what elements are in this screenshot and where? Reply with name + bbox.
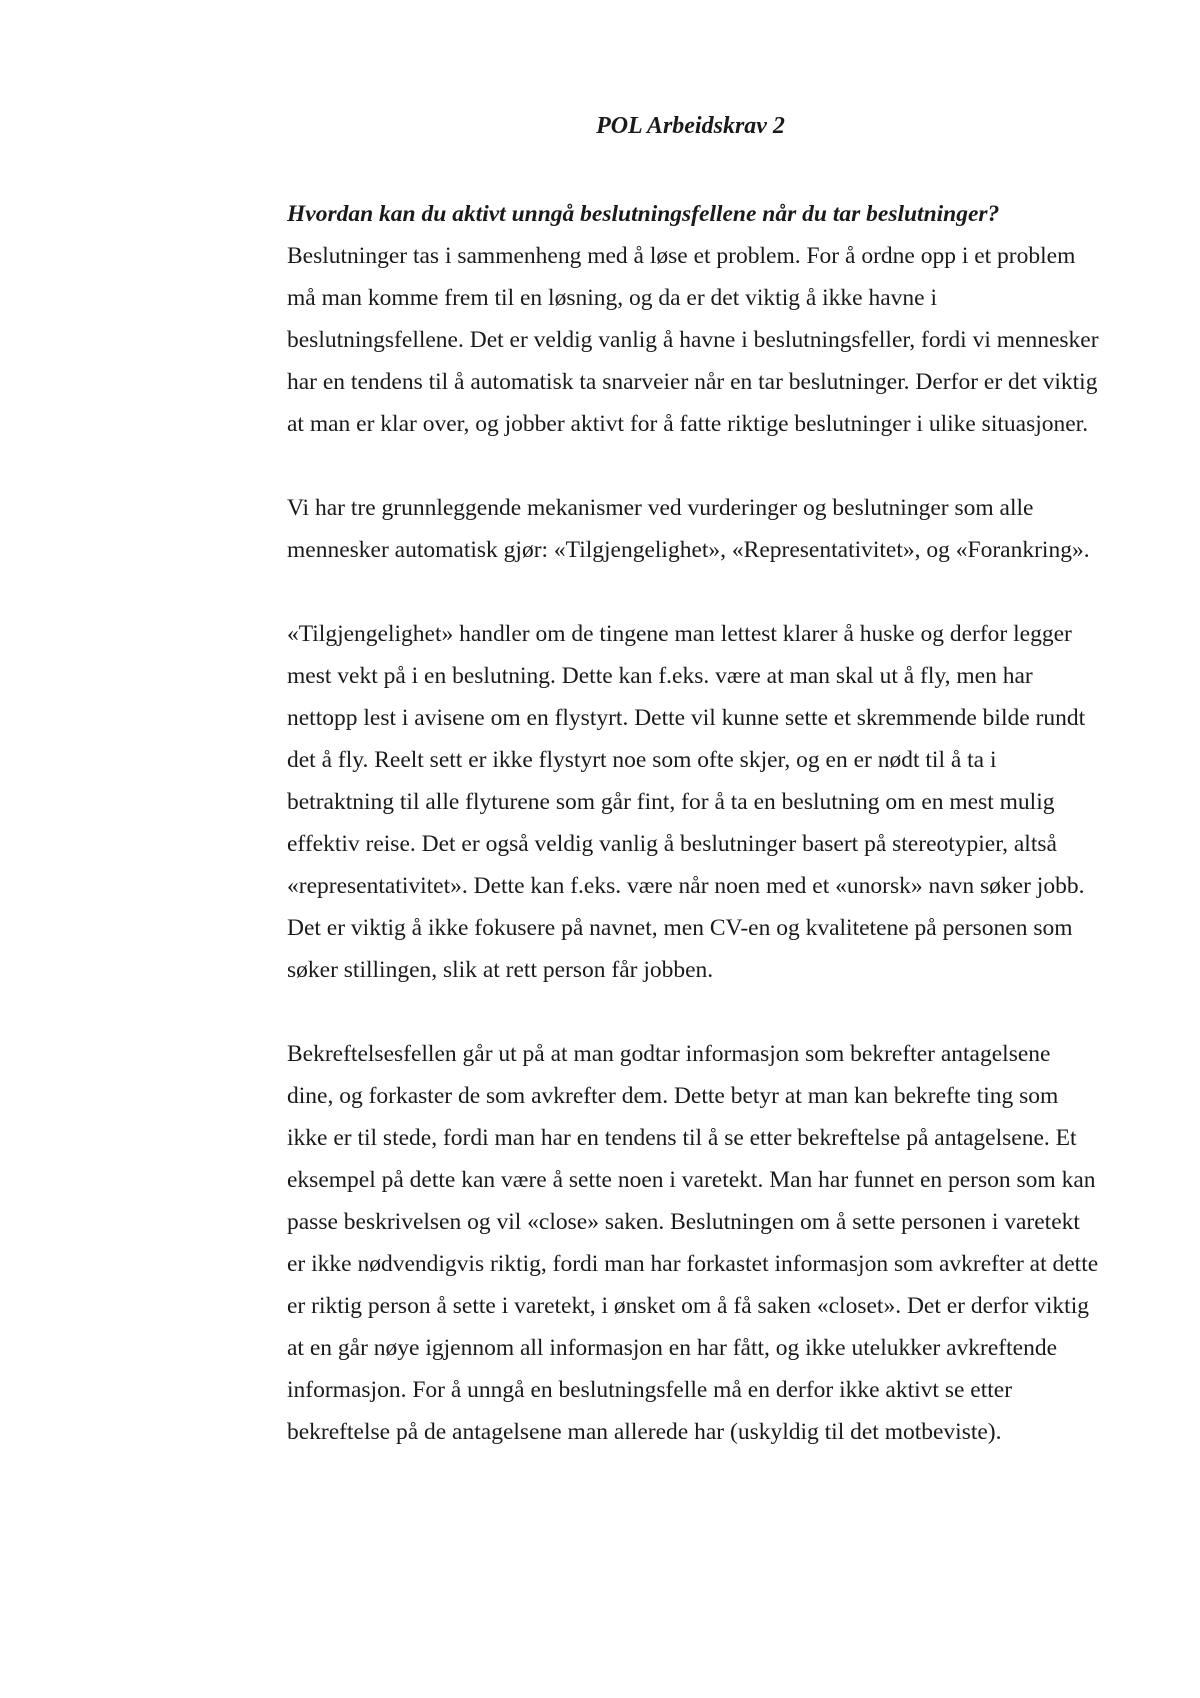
question-heading: Hvordan kan du aktivt unngå beslutningsfellene når du tar beslutninger?	[287, 201, 1000, 227]
paragraph-mechanisms: Vi har tre grunnleggende mekanismer ved vurderinger og beslutninger som alle mennesker automatisk gjør: «Tilgjengelighet», «Representativitet», og «Forankring».	[287, 495, 1090, 563]
paragraph-confirmation-trap: Bekreftelsesfellen går ut på at man godtar informasjon som bekrefter antagelsene dine, og forkaster de som avkrefter dem. Dette betyr at man kan bekrefte ting som ikke er til stede, fordi man har en tendens til å se etter bekreftelse på antagelsene. Et eksempel på dette kan være å sette noen i varetekt. Man har funnet en person som kan passe beskrivelsen og vil «close» saken. Beslutningen om å sette personen i varetekt er ikke nødvendigvis riktig, fordi man har forkastet informasjon som avkrefter at dette er riktig person å sette i varetekt, i ønsket om å få saken «closet». Det er derfor viktig at en går nøye igjennom all informasjon en har fått, og ikke utelukker avkreftende informasjon. For å unngå en beslutningsfelle må en derfor ikke aktivt se etter bekreftelse på de antagelsene man allerede har (uskyldig til det motbeviste).	[287, 1041, 1099, 1445]
paragraph-intro: Beslutninger tas i sammenheng med å løse et problem. For å ordne opp i et problem må man komme frem til en løsning, og da er det viktig å ikke havne i beslutningsfellene. Det er veldig vanlig å havne i beslutningsfeller, fordi vi mennesker har en tendens til å automatisk ta snarveier når en tar beslutninger. Derfor er det viktig at man er klar over, og jobber aktivt for å fatte riktige beslutninger i ulike situasjoner.	[287, 243, 1099, 437]
document-title: POL Arbeidskrav 2	[596, 113, 785, 139]
paragraph-availability: «Tilgjengelighet» handler om de tingene man lettest klarer å huske og derfor legger mest vekt på i en beslutning. Dette kan f.eks. være at man skal ut å fly, men har nettopp lest i avisene om en flystyrt. Dette vil kunne sette et skremmende bilde rundt det å fly. Reelt sett er ikke flystyrt noe som ofte skjer, og en er nødt til å ta i betraktning til alle flyturene som går fint, for å ta en beslutning om en mest mulig effektiv reise. Det er også veldig vanlig å beslutninger basert på stereotypier, altså «representativitet». Dette kan f.eks. være når noen med et «unorsk» navn søker jobb. Det er viktig å ikke fokusere på navnet, men CV-en og kvalitetene på personen som søker stillingen, slik at rett person får jobben.	[287, 621, 1086, 983]
document-body	[287, 193, 1099, 1453]
